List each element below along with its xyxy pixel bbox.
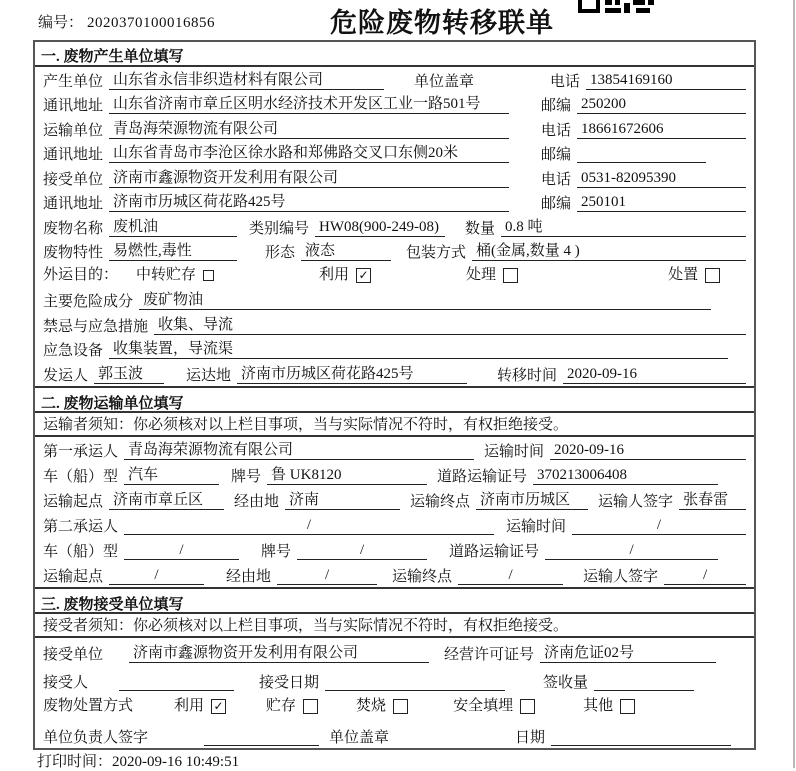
responsible-signature-value — [204, 726, 319, 746]
route1-sign-label: 运输人签字 — [598, 493, 674, 510]
purpose-label: 外运目的： — [43, 267, 119, 284]
disposal-option-storage — [266, 696, 318, 716]
disposal-other-checkbox — [620, 699, 635, 714]
purpose-utilize-checkbox: ✓ — [356, 268, 371, 283]
receive-unit-label: 接受单位 — [43, 171, 104, 188]
signed-qty-label: 签收量 — [543, 674, 589, 691]
receive-zip-label: 邮编 — [541, 196, 572, 212]
license-label: 经营许可证号 — [444, 647, 535, 663]
route1-via-value: 济南 — [285, 490, 400, 510]
waste-qty-value: 0.8 吨 — [501, 217, 746, 237]
route2-end-label: 运输终点 — [392, 568, 453, 585]
disposal-other-label: 其他 — [583, 698, 614, 715]
packing-value: 桶(金属,数量 4 ) — [472, 241, 746, 261]
row-hazard-component — [35, 288, 754, 313]
disposal-option-utilize — [174, 696, 226, 716]
transport-zip-label: 邮编 — [541, 147, 572, 163]
receive-address-value: 济南市历城区荷花路425号 — [109, 192, 509, 212]
row-shipper — [35, 361, 754, 386]
row-producer-address — [35, 92, 754, 117]
disposal-option-landfill — [453, 696, 535, 716]
row-second-carrier — [35, 512, 754, 537]
unit-seal2-label: 单位盖章 — [329, 729, 390, 746]
shipper-value: 郭玉波 — [94, 364, 164, 384]
producer-address-label: 通讯地址 — [43, 98, 104, 114]
print-time: 打印时间：2020-09-16 10:49:51 — [37, 754, 240, 770]
waste-form-label: 形态 — [265, 245, 296, 261]
row-acceptor — [35, 665, 754, 693]
accept-date-label: 接受日期 — [259, 674, 320, 691]
transport-phone-value: 18661672606 — [577, 119, 746, 139]
disposal-storage-label: 贮存 — [266, 698, 297, 715]
row-disposal-method — [35, 693, 754, 721]
acceptor-notice: 接受者须知：你必须核对以上栏目事项，当与实际情况不符时，有权拒绝接受。 — [35, 614, 754, 638]
route1-start-value: 济南市章丘区 — [109, 490, 224, 510]
destination-label: 运达地 — [186, 367, 232, 384]
route1-via-label: 经由地 — [234, 493, 280, 510]
receive-phone-label: 电话 — [541, 171, 572, 188]
signed-qty-value — [594, 671, 694, 691]
row-taboo-measures — [35, 312, 754, 337]
transfer-time-label: 转移时间 — [497, 367, 558, 384]
row-receive-unit — [35, 165, 754, 190]
route2-start-label: 运输起点 — [43, 568, 104, 585]
destination-value: 济南市历城区荷花路425号 — [237, 364, 467, 384]
disposal-option-incinerate — [356, 696, 408, 716]
waste-qty-label: 数量 — [465, 220, 496, 237]
license-value: 济南危证02号 — [540, 643, 716, 663]
carrier1-time-value: 2020-09-16 — [550, 440, 746, 460]
receive-zip-value: 250101 — [577, 192, 746, 212]
disposal-utilize-label: 利用 — [174, 698, 205, 715]
accept-date-value — [325, 671, 505, 691]
row-first-carrier — [35, 437, 754, 462]
disposal-landfill-label: 安全填埋 — [453, 698, 514, 715]
vehicle2-plate-label: 牌号 — [261, 543, 292, 560]
purpose-treat-label: 处理 — [466, 267, 497, 284]
responsible-signature-label: 单位负责人签字 — [43, 729, 149, 746]
disposal-incinerate-checkbox — [393, 699, 408, 714]
purpose-option-dispose — [668, 265, 720, 285]
transport-address-value: 山东省青岛市李沧区徐水路和郑佛路交叉口东侧20米 — [109, 143, 509, 163]
route2-via-value: / — [277, 565, 377, 585]
vehicle2-permit-value: / — [545, 540, 718, 560]
row-receive-address — [35, 190, 754, 215]
transporter-notice: 运输者须知：你必须核对以上栏目事项，当与实际情况不符时，有权拒绝接受。 — [35, 413, 754, 437]
purpose-transfer-storage-checkbox — [203, 270, 214, 281]
transport-phone-label: 电话 — [541, 122, 572, 139]
transport-unit-label: 运输单位 — [43, 122, 104, 139]
unit-seal-label: 单位盖章 — [414, 73, 475, 90]
disposal-incinerate-label: 焚烧 — [356, 698, 387, 715]
route1-start-label: 运输起点 — [43, 493, 104, 510]
route1-end-value: 济南市历城区 — [476, 490, 588, 510]
waste-category-value: HW08(900-249-08) — [315, 217, 445, 237]
taboo-measures-label: 禁忌与应急措施 — [43, 318, 149, 335]
second-carrier-value: / — [124, 515, 494, 535]
row-transfer-purpose — [35, 263, 754, 288]
route2-via-label: 经由地 — [226, 568, 272, 585]
page-title: 危险废物转移联单 — [330, 8, 554, 38]
packing-label: 包装方式 — [406, 245, 467, 261]
disposal-option-other — [583, 696, 635, 716]
vehicle2-type-value: / — [124, 540, 239, 560]
row-vehicle2 — [35, 537, 754, 562]
transport-zip-value — [577, 143, 706, 163]
producer-unit-value: 山东省永信非织造材料有限公司 — [109, 70, 384, 90]
receive-unit-value: 济南市鑫源物资开发利用有限公司 — [109, 168, 509, 188]
carrier2-time-value: / — [572, 515, 746, 535]
transfer-time-value: 2020-09-16 — [563, 364, 746, 384]
waste-traits-value: 易燃性,毒性 — [109, 241, 237, 261]
route2-end-value: / — [458, 565, 563, 585]
disposal-method-label: 废物处置方式 — [43, 698, 134, 715]
vehicle1-permit-value: 370213006408 — [533, 465, 718, 485]
waste-name-value: 废机油 — [109, 217, 237, 237]
row-waste-name — [35, 214, 754, 239]
vehicle1-type-label: 车（船）型 — [43, 468, 119, 485]
route1-sign-value: 张春雷 — [679, 490, 746, 510]
purpose-utilize-label: 利用 — [319, 267, 350, 284]
vehicle2-type-label: 车（船）型 — [43, 543, 119, 560]
purpose-option-utilize — [319, 265, 371, 285]
vehicle1-plate-value: 鲁 UK8120 — [267, 465, 427, 485]
row-route1 — [35, 487, 754, 512]
taboo-measures-value: 收集、导流 — [154, 315, 746, 335]
route2-start-value: / — [109, 565, 204, 585]
manifest-form — [33, 40, 756, 750]
vehicle1-plate-label: 牌号 — [231, 468, 262, 485]
second-carrier-label: 第二承运人 — [43, 518, 119, 535]
route1-end-label: 运输终点 — [410, 493, 471, 510]
section2-title: 二. 废物运输单位填写 — [35, 386, 754, 413]
qr-code-icon — [578, 0, 654, 14]
vehicle1-permit-label: 道路运输证号 — [437, 468, 528, 485]
producer-zip-value: 250200 — [577, 94, 746, 114]
purpose-treat-checkbox — [503, 268, 518, 283]
waste-name-label: 废物名称 — [43, 220, 104, 237]
route2-sign-label: 运输人签字 — [583, 568, 659, 585]
row-accept-unit — [35, 638, 754, 666]
purpose-option-transfer-storage — [136, 265, 214, 285]
purpose-dispose-checkbox — [705, 268, 720, 283]
row-transport-address — [35, 141, 754, 166]
section1-title: 一. 废物产生单位填写 — [35, 42, 754, 67]
row-vehicle1 — [35, 462, 754, 487]
accept-unit-value: 济南市鑫源物资开发利用有限公司 — [129, 643, 429, 663]
shipper-label: 发运人 — [43, 367, 89, 384]
row-emergency-equipment — [35, 337, 754, 362]
transport-address-label: 通讯地址 — [43, 147, 104, 163]
first-carrier-value: 青岛海荣源物流有限公司 — [124, 440, 474, 460]
acceptor-label: 接受人 — [43, 674, 89, 691]
vehicle2-permit-label: 道路运输证号 — [449, 543, 540, 560]
carrier1-time-label: 运输时间 — [484, 443, 545, 460]
producer-unit-label: 产生单位 — [43, 73, 104, 90]
purpose-dispose-label: 处置 — [668, 267, 699, 284]
waste-form-value: 液态 — [301, 241, 391, 261]
transport-unit-value: 青岛海荣源物流有限公司 — [109, 119, 509, 139]
disposal-utilize-checkbox: ✓ — [211, 699, 226, 714]
doc-number-value: 2020370100016856 — [87, 15, 216, 31]
producer-address-value: 山东省济南市章丘区明水经济技术开发区工业一路501号 — [109, 94, 509, 114]
disposal-landfill-checkbox — [520, 699, 535, 714]
row-transport-unit — [35, 116, 754, 141]
doc-number-label: 编号： — [38, 15, 84, 31]
vehicle2-plate-value: / — [297, 540, 427, 560]
row-waste-traits — [35, 239, 754, 264]
producer-phone-label: 电话 — [550, 73, 581, 90]
row-responsible-signature — [35, 720, 754, 748]
receive-address-label: 通讯地址 — [43, 196, 104, 212]
row-route2 — [35, 562, 754, 587]
waste-category-label: 类别编号 — [249, 220, 310, 237]
hazard-component-value: 废矿物油 — [139, 290, 711, 310]
producer-zip-label: 邮编 — [541, 98, 572, 114]
section3-title: 三. 废物接受单位填写 — [35, 587, 754, 614]
sign-date-label: 日期 — [515, 729, 546, 746]
emergency-equipment-label: 应急设备 — [43, 343, 104, 359]
acceptor-value — [119, 671, 234, 691]
purpose-transfer-storage-label: 中转贮存 — [136, 267, 197, 284]
waste-traits-label: 废物特性 — [43, 245, 104, 261]
row-producer-unit — [35, 67, 754, 92]
hazard-component-label: 主要危险成分 — [43, 294, 134, 310]
purpose-option-treat — [466, 265, 518, 285]
emergency-equipment-value: 收集装置，导流渠 — [109, 339, 728, 359]
window-edge — [793, 0, 795, 768]
disposal-storage-checkbox — [303, 699, 318, 714]
accept-unit-label: 接受单位 — [43, 647, 104, 663]
route2-sign-value: / — [664, 565, 746, 585]
carrier2-time-label: 运输时间 — [506, 518, 567, 535]
vehicle1-type-value: 汽车 — [124, 465, 219, 485]
doc-number — [38, 11, 215, 32]
first-carrier-label: 第一承运人 — [43, 443, 119, 460]
receive-phone-value: 0531-82095390 — [577, 168, 746, 188]
sign-date-value — [551, 726, 731, 746]
producer-phone-value: 13854169160 — [586, 70, 746, 90]
